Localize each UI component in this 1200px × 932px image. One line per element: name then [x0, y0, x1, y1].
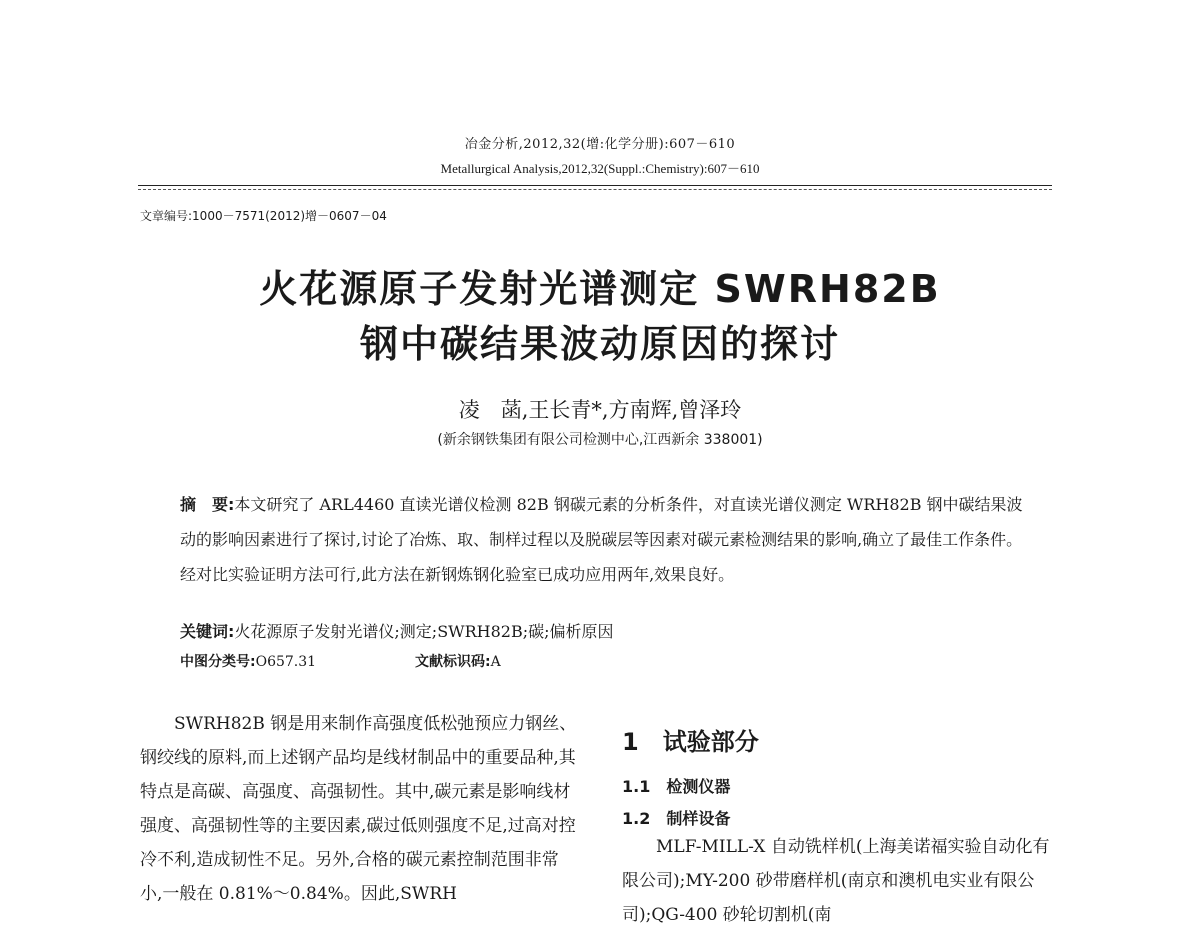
clc-number [180, 651, 316, 671]
abstract-label: 摘 要: [180, 495, 235, 514]
title-line-1: 火花源原子发射光谱测定 SWRH82B [259, 267, 941, 311]
document-code [415, 651, 501, 671]
header-rule-dashed [138, 189, 1052, 190]
body-paragraph: SWRH82B 钢是用来制作高强度低松弛预应力钢丝、钢绞线的原料,而上述钢产品均是线材制品中的重要品种,其特点是高碳、高强度、高强韧性。其中,碳元素是影响线材强度、高强韧性等的主要因素,碳过低则强度不足,过高对控冷不利,造成韧性不足。另外,合格的碳元素控制范围非常小,一般在 0.81%～0.84%。因此,SWRH [140, 714, 577, 904]
journal-citation-en: Metallurgical Analysis,2012,32(Suppl.:Chemistry):607－610 [440, 161, 760, 176]
subsection-heading-1-1: 1.1 检测仪器 [622, 777, 731, 796]
keywords-text: 火花源原子发射光谱仪;测定;SWRH82B;碳;偏析原因 [234, 622, 614, 641]
title-line-2: 钢中碳结果波动原因的探讨 [359, 322, 840, 366]
keywords [180, 619, 614, 642]
abstract [180, 487, 1025, 592]
clc-value: O657.31 [255, 654, 317, 670]
doc-code-value: A [490, 654, 501, 670]
authors: 凌 菡,王长青*,方南辉,曾泽玲 [458, 398, 742, 422]
subsection-heading-1-2: 1.2 制样设备 [622, 809, 731, 828]
abstract-text: 本文研究了 ARL4460 直读光谱仪检测 82B 钢碳元素的分析条件，对直读光谱仪测定 WRH82B 钢中碳结果波动的影响因素进行了探讨,讨论了冶炼、取、制样过程以及脱碳层等因素对碳元素检测结果的影响,确立了最佳工作条件。经对比实验证明方法可行,此方法在新钢炼钢化验室已成功应用两年,效果良好。 [180, 495, 1023, 584]
header-rule [138, 185, 1052, 186]
section-paragraph: MLF-MILL-X 自动铣样机(上海美诺福实验自动化有限公司);MY-200 砂带磨样机(南京和澳机电实业有限公司);QG-400 砂轮切割机(南 [622, 837, 1050, 925]
affiliation: (新余钢铁集团有限公司检测中心,江西新余 338001) [437, 432, 763, 448]
keywords-label: 关键词: [180, 622, 235, 641]
body-left-column [140, 707, 580, 911]
article-number: 文章编号:1000－7571(2012)增－0607－04 [140, 209, 387, 223]
section-heading: 1 试验部分 [622, 728, 759, 756]
journal-citation-cn: 冶金分析,2012,32(增:化学分册):607－610 [464, 137, 736, 152]
clc-label: 中图分类号: [180, 654, 256, 670]
body-right-column [622, 830, 1054, 932]
doc-code-label: 文献标识码: [415, 654, 491, 670]
